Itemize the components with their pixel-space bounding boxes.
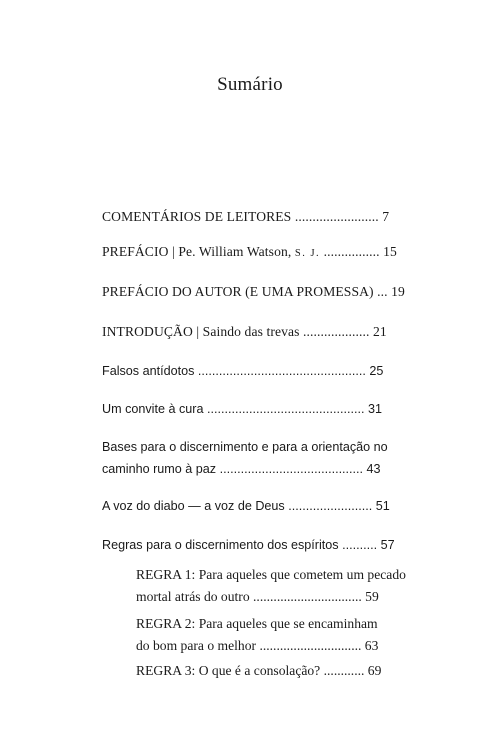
toc-entry-voz-diabo (102, 495, 390, 517)
toc-entry-bases-discernimento (102, 436, 388, 480)
toc-entry-prefacio-autor (102, 281, 405, 303)
page-title: Sumário (217, 74, 283, 95)
toc-entry-line2: caminho rumo à paz ......................................... 43 (102, 462, 381, 476)
toc-entry-line2: mortal atrás do outro ................................ 59 (136, 589, 379, 604)
toc-entry-text: PREFÁCIO DO AUTOR (E UMA PROMESSA) ... 19 (102, 284, 405, 299)
toc-entry-text: A voz do diabo — a voz de Deus ........................ 51 (102, 499, 390, 513)
toc-entry-smallcaps: S. J. (294, 248, 321, 259)
toc-entry-regras (102, 534, 395, 556)
toc-entry-text: REGRA 3: O que é a consolação? ............ 69 (136, 663, 382, 678)
toc-entry-text: Um convite à cura ............................................. 31 (102, 402, 382, 416)
toc-entry-text: COMENTÁRIOS DE LEITORES ........................ 7 (102, 209, 390, 224)
toc-entry-comentarios (102, 206, 389, 228)
toc-entry-falsos-antidotos (102, 360, 383, 382)
toc-entry-line1: Bases para o discernimento e para a orientação no (102, 440, 388, 454)
toc-entry-line1: REGRA 1: Para aqueles que cometem um pecado (136, 567, 406, 582)
toc-entry-regra-3 (136, 660, 381, 682)
toc-entry-text: INTRODUÇÃO | Saindo das trevas ................... 21 (102, 324, 387, 339)
toc-entry-text: Falsos antídotos ................................................ 25 (102, 364, 384, 378)
toc-entry-line2: do bom para o melhor .............................. 63 (136, 638, 379, 653)
toc-entry-regra-1 (136, 564, 406, 608)
toc-entry-convite-cura (102, 398, 382, 420)
toc-entry-text: Regras para o discernimento dos espíritos .......... 57 (102, 538, 395, 552)
toc-entry-introducao (102, 321, 387, 343)
toc-entry-text: PREFÁCIO | Pe. William Watson, (102, 244, 295, 259)
toc-entry-line1: REGRA 2: Para aqueles que se encaminham (136, 616, 378, 631)
toc-entry-regra-2 (136, 613, 378, 657)
toc-entry-tail: ................ 15 (320, 244, 397, 259)
toc-entry-prefacio (102, 241, 397, 265)
